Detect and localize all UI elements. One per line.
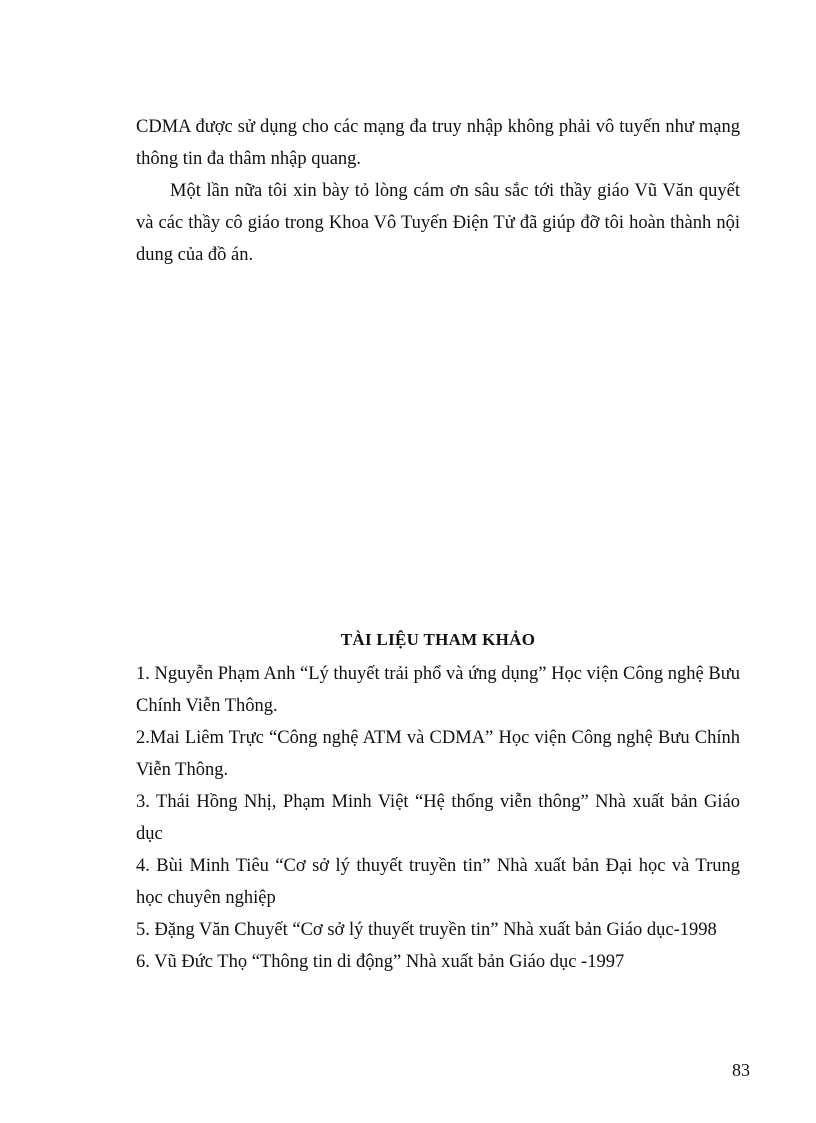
reference-item-3: 3. Thái Hồng Nhị, Phạm Minh Việt “Hệ thống viễn thông” Nhà xuất bản Giáo dục — [136, 792, 740, 844]
page-number: 83 — [732, 1060, 750, 1080]
body-paragraph-1: CDMA được sử dụng cho các mạng đa truy nhập không phải vô tuyến như mạng thông tin đa thâm nhập quang. — [136, 117, 740, 169]
reference-item-2: 2.Mai Liêm Trực “Công nghệ ATM và CDMA” Học viện Công nghệ Bưu Chính Viễn Thông. — [136, 728, 740, 780]
references-list — [136, 658, 740, 978]
reference-item-1: 1. Nguyễn Phạm Anh “Lý thuyết trải phổ và ứng dụng” Học viện Công nghệ Bưu Chính Viễn Thông. — [136, 664, 740, 716]
reference-item-6: 6. Vũ Đức Thọ “Thông tin di động” Nhà xuất bản Giáo dục -1997 — [136, 952, 625, 972]
body-paragraph-2: Một lần nữa tôi xin bày tỏ lòng cám ơn sâu sắc tới thầy giáo Vũ Văn quyết và các thầy cô giáo trong Khoa Vô Tuyến Điện Tử đã giúp đỡ tôi hoàn thành nội dung của đồ án. — [136, 181, 740, 265]
reference-item-5: 5. Đặng Văn Chuyết “Cơ sở lý thuyết truyền tin” Nhà xuất bản Giáo dục-1998 — [136, 920, 717, 940]
references-heading: TÀI LIỆU THAM KHẢO — [340, 630, 536, 649]
reference-item-4: 4. Bùi Minh Tiêu “Cơ sở lý thuyết truyền tin” Nhà xuất bản Đại học và Trung học chuyên nghiệp — [136, 856, 740, 908]
